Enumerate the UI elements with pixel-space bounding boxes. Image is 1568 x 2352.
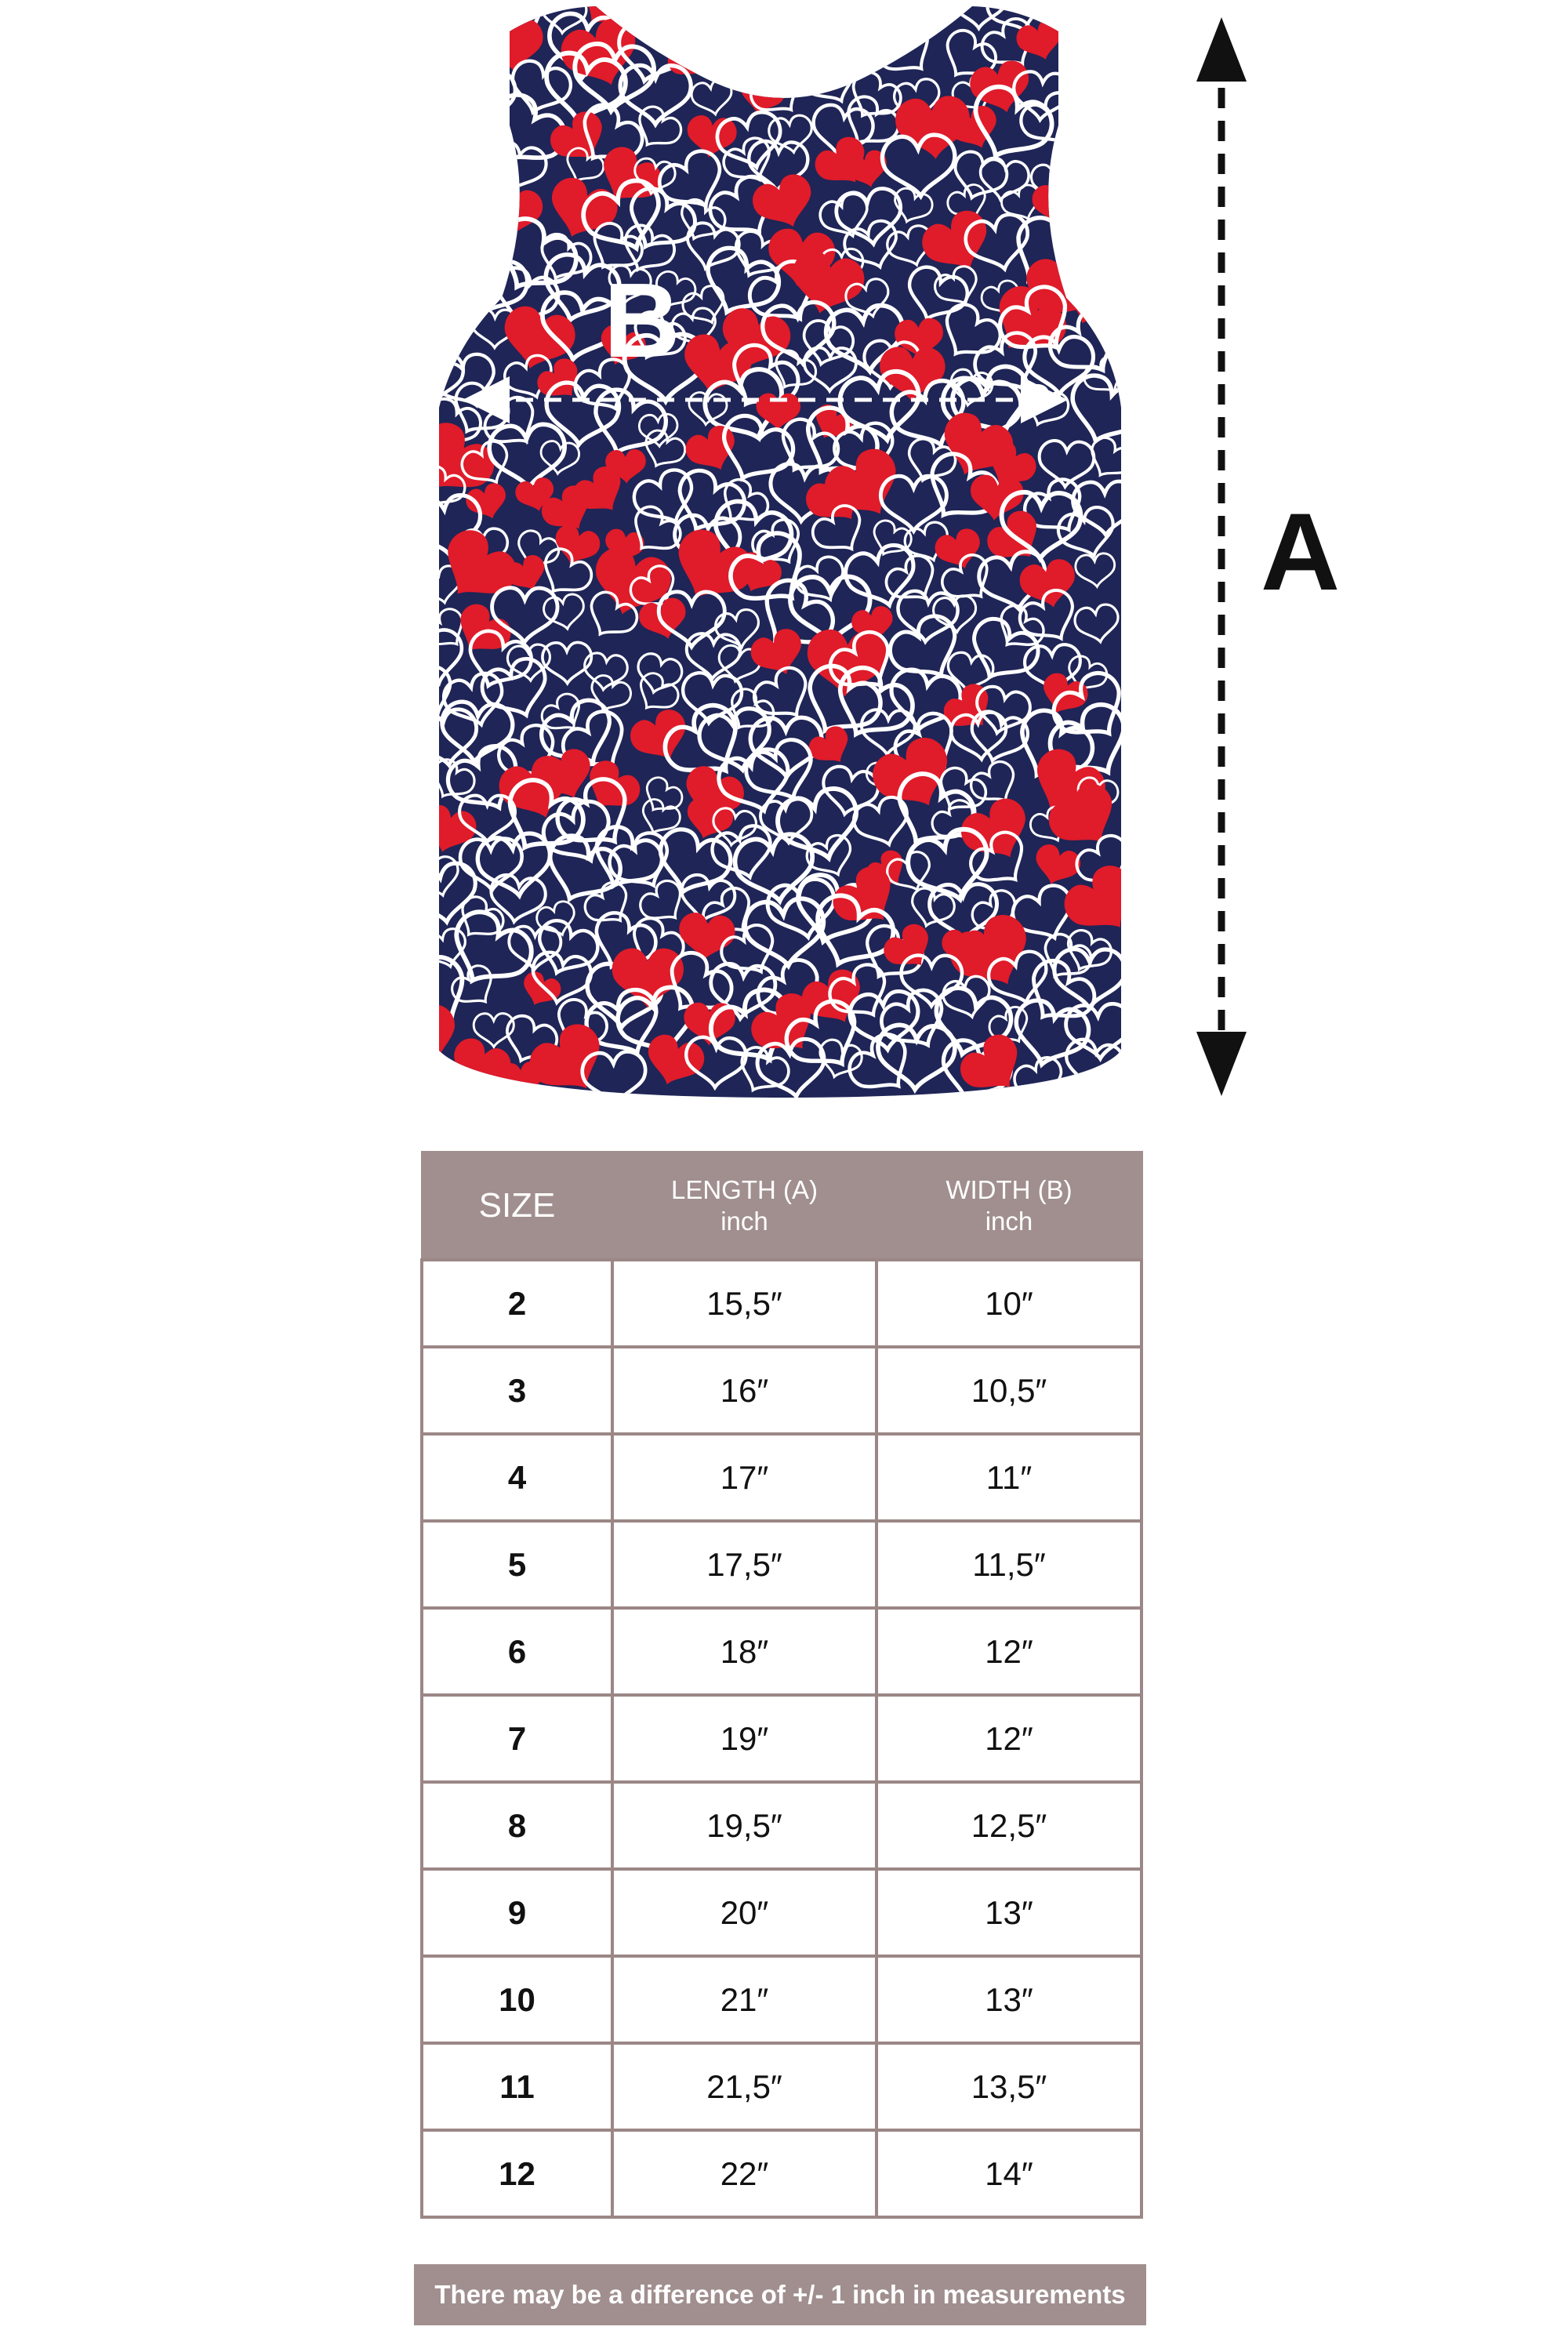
label-b: B <box>604 261 681 379</box>
label-a: A <box>1261 490 1341 613</box>
length-header-unit: inch <box>720 1207 768 1236</box>
length-column-header <box>612 1152 877 1261</box>
outline-heart-print <box>443 0 525 33</box>
outline-heart-print <box>880 0 945 28</box>
size-cell: 8 <box>422 1782 612 1869</box>
outline-heart-print <box>415 64 470 118</box>
width-header-label: WIDTH (B) <box>946 1175 1073 1204</box>
size-cell: 9 <box>422 1869 612 1956</box>
table-row <box>422 1695 1142 1782</box>
arrow-down-icon <box>1196 1032 1247 1096</box>
length-cell: 21,5″ <box>612 2043 877 2130</box>
outline-heart-print <box>411 0 463 36</box>
outline-heart-print <box>762 0 815 34</box>
width-cell: 11″ <box>877 1434 1142 1521</box>
outline-heart-print <box>857 0 910 39</box>
length-cell: 15,5″ <box>612 1260 877 1347</box>
tank-top <box>376 0 1160 1111</box>
width-cell: 13,5″ <box>877 2043 1142 2130</box>
size-cell: 5 <box>422 1521 612 1608</box>
width-cell: 10,5″ <box>877 1347 1142 1434</box>
width-cell: 10″ <box>877 1260 1142 1347</box>
table-row <box>422 1869 1142 1956</box>
outline-heart-print <box>436 15 519 91</box>
table-row <box>422 1782 1142 1869</box>
outline-heart-print <box>681 0 739 35</box>
outline-heart-print <box>404 272 456 321</box>
table-header-row <box>422 1152 1142 1261</box>
outline-heart-print <box>1045 140 1129 217</box>
size-cell: 4 <box>422 1434 612 1521</box>
length-cell: 16″ <box>612 1347 877 1434</box>
length-measure-a <box>1196 17 1340 1096</box>
length-cell: 19,5″ <box>612 1782 877 1869</box>
outline-heart-print <box>445 170 514 233</box>
table-row <box>422 1434 1142 1521</box>
width-cell: 13″ <box>877 1869 1142 1956</box>
outline-heart-print <box>449 103 507 155</box>
outline-heart-print <box>376 89 472 183</box>
red-heart-print <box>400 140 475 212</box>
size-chart-table <box>420 1151 1143 2219</box>
measurement-disclaimer: There may be a difference of +/- 1 inch in measurements <box>414 2264 1146 2325</box>
outline-heart-print <box>819 0 872 32</box>
table-row <box>422 1608 1142 1695</box>
length-header-label: LENGTH (A) <box>670 1175 818 1204</box>
outline-heart-print <box>703 0 769 42</box>
length-cell: 21″ <box>612 1956 877 2043</box>
length-cell: 17,5″ <box>612 1521 877 1608</box>
table-row <box>422 2130 1142 2217</box>
outline-heart-print <box>1073 25 1129 73</box>
size-cell: 11 <box>422 2043 612 2130</box>
table-row <box>422 1521 1142 1608</box>
width-cell: 12″ <box>877 1608 1142 1695</box>
outline-heart-print <box>1062 169 1136 235</box>
red-heart-print <box>462 155 504 192</box>
outline-heart-print <box>1069 0 1159 59</box>
table-row <box>422 1956 1142 2043</box>
outline-heart-print <box>632 0 681 42</box>
outline-heart-print <box>444 224 495 267</box>
tank-top-diagram <box>0 0 1568 1113</box>
width-header-unit: inch <box>985 1207 1033 1236</box>
length-cell: 18″ <box>612 1608 877 1695</box>
arrow-up-icon <box>1196 17 1247 82</box>
outline-heart-print <box>378 168 468 255</box>
size-cell: 7 <box>422 1695 612 1782</box>
outline-heart-print <box>403 294 474 357</box>
size-column-header: SIZE <box>422 1152 612 1261</box>
length-cell: 17″ <box>612 1434 877 1521</box>
outline-heart-print <box>415 1061 463 1104</box>
outline-heart-print <box>410 209 497 286</box>
table-row <box>422 2043 1142 2130</box>
length-cell: 20″ <box>612 1869 877 1956</box>
outline-heart-print <box>1072 232 1128 286</box>
length-cell: 19″ <box>612 1695 877 1782</box>
size-cell: 2 <box>422 1260 612 1347</box>
width-cell: 14″ <box>877 2130 1142 2217</box>
red-heart-print <box>1059 67 1112 113</box>
size-cell: 10 <box>422 1956 612 2043</box>
red-heart-print <box>801 16 864 74</box>
table-row <box>422 1260 1142 1347</box>
table-row <box>422 1347 1142 1434</box>
width-cell: 13″ <box>877 1956 1142 2043</box>
red-heart-print <box>410 13 469 65</box>
width-cell: 12″ <box>877 1695 1142 1782</box>
width-column-header <box>877 1152 1142 1261</box>
size-cell: 3 <box>422 1347 612 1434</box>
outline-heart-print <box>448 70 517 129</box>
width-cell: 12,5″ <box>877 1782 1142 1869</box>
length-cell: 22″ <box>612 2130 877 2217</box>
red-heart-print <box>1061 97 1125 153</box>
width-cell: 11,5″ <box>877 1521 1142 1608</box>
red-heart-print <box>765 20 815 61</box>
size-cell: 6 <box>422 1608 612 1695</box>
size-cell: 12 <box>422 2130 612 2217</box>
